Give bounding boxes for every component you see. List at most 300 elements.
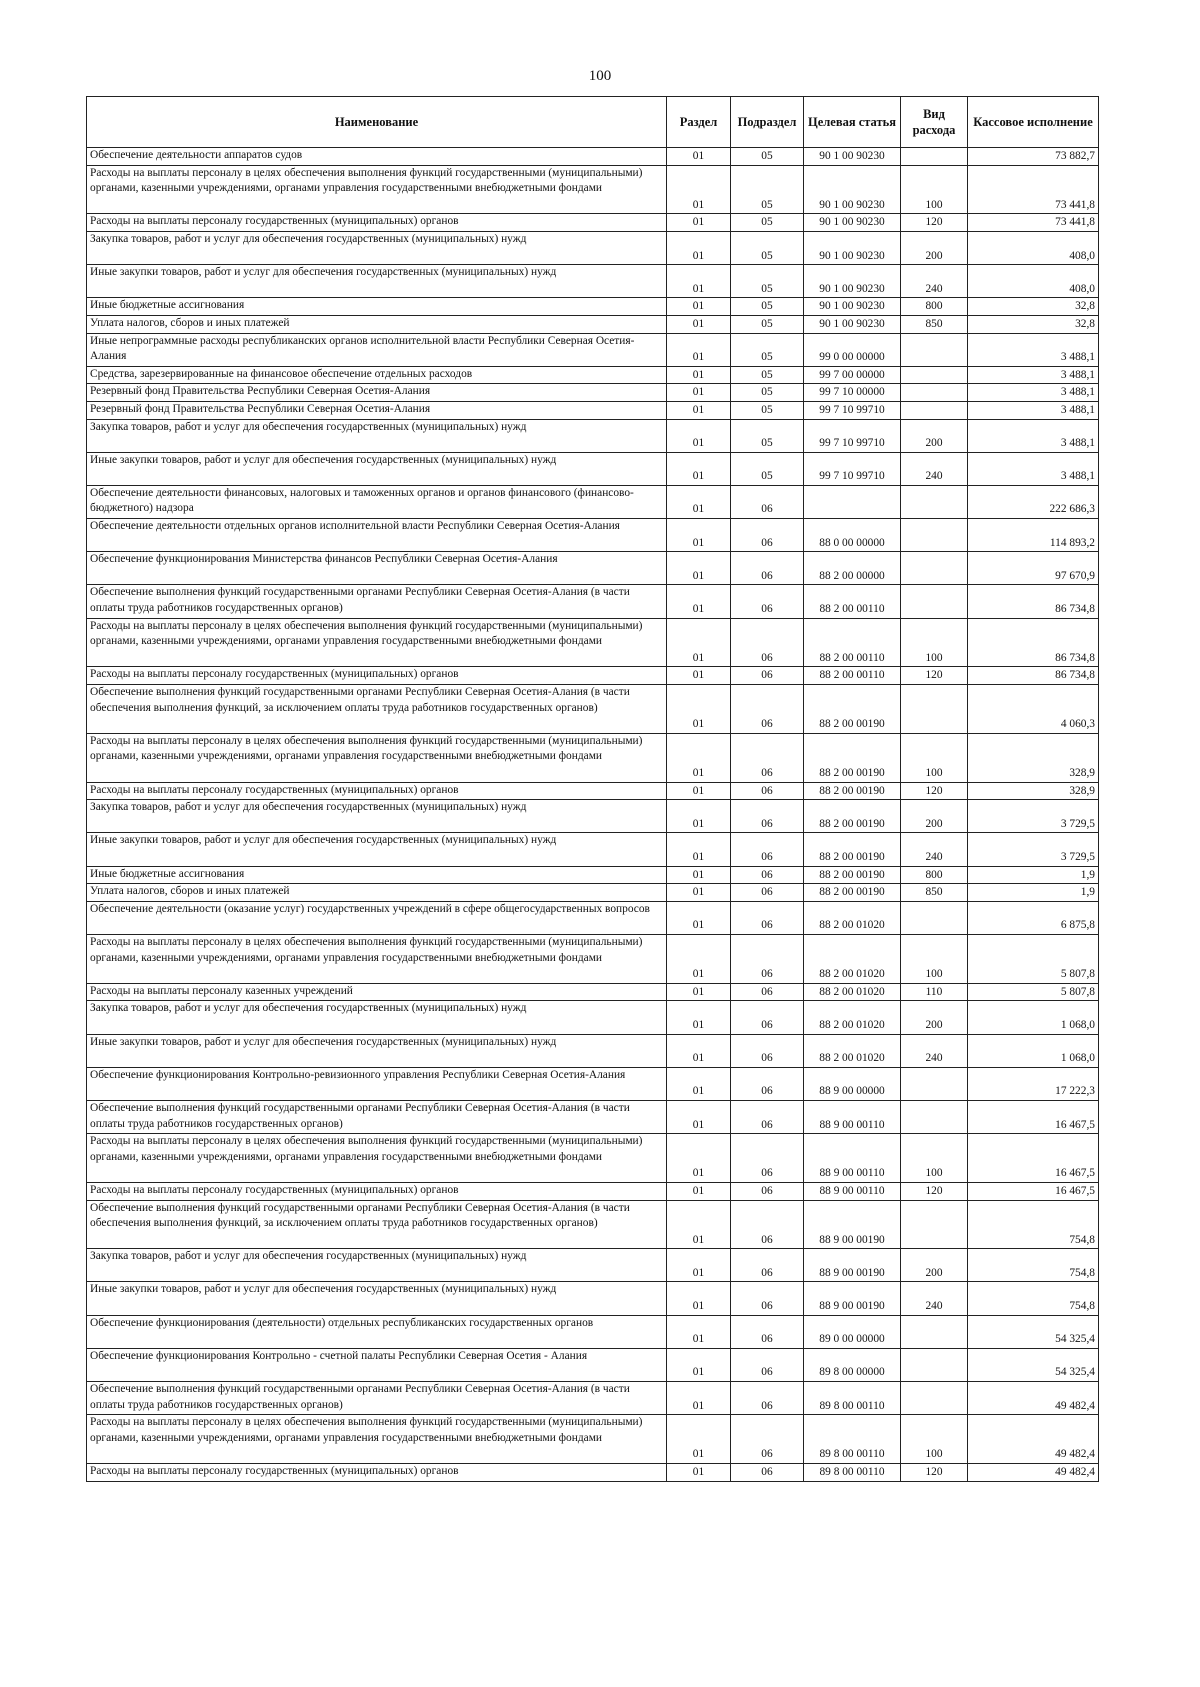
row-expense-type: 100 bbox=[901, 733, 968, 782]
row-section: 01 bbox=[667, 384, 731, 402]
table-row bbox=[87, 1348, 1099, 1381]
row-expense-type: 100 bbox=[901, 1134, 968, 1183]
row-expense-type bbox=[901, 366, 968, 384]
row-expense-type bbox=[901, 148, 968, 166]
row-target: 99 7 10 00000 bbox=[804, 384, 901, 402]
row-name: Закупка товаров, работ и услуг для обеспечения государственных (муниципальных) нужд bbox=[87, 1249, 667, 1282]
row-expense-type: 120 bbox=[901, 667, 968, 685]
row-subsection: 06 bbox=[731, 1348, 804, 1381]
row-target: 88 2 00 01020 bbox=[804, 934, 901, 983]
row-expense-type bbox=[901, 333, 968, 366]
row-name: Средства, зарезервированные на финансовое обеспечение отдельных расходов bbox=[87, 366, 667, 384]
row-target: 88 2 00 00190 bbox=[804, 733, 901, 782]
row-target: 89 0 00 00000 bbox=[804, 1315, 901, 1348]
row-section: 01 bbox=[667, 333, 731, 366]
row-section: 01 bbox=[667, 419, 731, 452]
table-row bbox=[87, 833, 1099, 866]
row-amount: 32,8 bbox=[968, 298, 1099, 316]
row-target: 89 8 00 00110 bbox=[804, 1382, 901, 1415]
row-subsection: 05 bbox=[731, 148, 804, 166]
row-target: 88 9 00 00190 bbox=[804, 1200, 901, 1249]
table-row bbox=[87, 165, 1099, 214]
row-section: 01 bbox=[667, 618, 731, 667]
row-name: Расходы на выплаты персоналу государственных (муниципальных) органов bbox=[87, 1464, 667, 1482]
row-section: 01 bbox=[667, 1001, 731, 1034]
row-section: 01 bbox=[667, 782, 731, 800]
row-name: Закупка товаров, работ и услуг для обеспечения государственных (муниципальных) нужд bbox=[87, 231, 667, 264]
row-section: 01 bbox=[667, 1315, 731, 1348]
row-section: 01 bbox=[667, 452, 731, 485]
row-expense-type: 100 bbox=[901, 165, 968, 214]
row-expense-type: 240 bbox=[901, 265, 968, 298]
row-amount: 114 893,2 bbox=[968, 519, 1099, 552]
row-expense-type bbox=[901, 519, 968, 552]
row-expense-type bbox=[901, 1315, 968, 1348]
row-amount: 32,8 bbox=[968, 315, 1099, 333]
table-row bbox=[87, 1134, 1099, 1183]
table-row bbox=[87, 1415, 1099, 1464]
row-name: Расходы на выплаты персоналу государственных (муниципальных) органов bbox=[87, 1182, 667, 1200]
table-row bbox=[87, 585, 1099, 618]
row-subsection: 06 bbox=[731, 833, 804, 866]
row-target: 88 0 00 00000 bbox=[804, 519, 901, 552]
row-amount: 5 807,8 bbox=[968, 934, 1099, 983]
row-name: Расходы на выплаты персоналу в целях обеспечения выполнения функций государственными (муниципальными) органами, казенными учреждениями, органами управления государственными внебюджетными фондами bbox=[87, 934, 667, 983]
row-expense-type: 110 bbox=[901, 983, 968, 1001]
table-row bbox=[87, 1067, 1099, 1100]
row-subsection: 06 bbox=[731, 1382, 804, 1415]
row-expense-type: 850 bbox=[901, 884, 968, 902]
row-section: 01 bbox=[667, 866, 731, 884]
row-section: 01 bbox=[667, 265, 731, 298]
row-target: 99 0 00 00000 bbox=[804, 333, 901, 366]
row-subsection: 06 bbox=[731, 1100, 804, 1133]
row-amount: 408,0 bbox=[968, 265, 1099, 298]
row-amount: 3 488,1 bbox=[968, 419, 1099, 452]
table-row bbox=[87, 1100, 1099, 1133]
row-expense-type: 240 bbox=[901, 452, 968, 485]
row-subsection: 06 bbox=[731, 519, 804, 552]
row-expense-type bbox=[901, 1200, 968, 1249]
table-row bbox=[87, 866, 1099, 884]
row-name: Иные непрограммные расходы республиканских органов исполнительной власти Республики Северная Осетия-Алания bbox=[87, 333, 667, 366]
row-amount: 3 729,5 bbox=[968, 800, 1099, 833]
row-name: Обеспечение деятельности финансовых, налоговых и таможенных органов и органов финансового (финансово-бюджетного) надзора bbox=[87, 485, 667, 518]
row-section: 01 bbox=[667, 214, 731, 232]
row-section: 01 bbox=[667, 1415, 731, 1464]
row-target: 99 7 10 99710 bbox=[804, 401, 901, 419]
row-name: Обеспечение выполнения функций государственными органами Республики Северная Осетия-Алания (в части оплаты труда работников государственных органов) bbox=[87, 1382, 667, 1415]
row-expense-type: 240 bbox=[901, 1282, 968, 1315]
row-name: Расходы на выплаты персоналу государственных (муниципальных) органов bbox=[87, 214, 667, 232]
header-target: Целевая статья bbox=[804, 97, 901, 148]
row-expense-type: 120 bbox=[901, 1182, 968, 1200]
row-amount: 86 734,8 bbox=[968, 667, 1099, 685]
row-section: 01 bbox=[667, 1100, 731, 1133]
row-target: 88 2 00 00000 bbox=[804, 552, 901, 585]
table-body bbox=[87, 148, 1099, 1482]
row-subsection: 06 bbox=[731, 1034, 804, 1067]
row-section: 01 bbox=[667, 1134, 731, 1183]
row-section: 01 bbox=[667, 298, 731, 316]
row-expense-type: 120 bbox=[901, 1464, 968, 1482]
row-amount: 754,8 bbox=[968, 1200, 1099, 1249]
row-expense-type bbox=[901, 384, 968, 402]
row-target: 89 8 00 00110 bbox=[804, 1464, 901, 1482]
row-subsection: 06 bbox=[731, 1200, 804, 1249]
page-number: 100 bbox=[588, 68, 612, 84]
table-row bbox=[87, 1382, 1099, 1415]
table-row bbox=[87, 1282, 1099, 1315]
row-expense-type: 100 bbox=[901, 934, 968, 983]
row-subsection: 05 bbox=[731, 366, 804, 384]
row-amount: 16 467,5 bbox=[968, 1182, 1099, 1200]
row-expense-type bbox=[901, 1382, 968, 1415]
row-subsection: 06 bbox=[731, 866, 804, 884]
row-amount: 73 441,8 bbox=[968, 214, 1099, 232]
row-name: Иные закупки товаров, работ и услуг для обеспечения государственных (муниципальных) нужд bbox=[87, 833, 667, 866]
row-subsection: 06 bbox=[731, 1067, 804, 1100]
row-expense-type: 800 bbox=[901, 298, 968, 316]
row-subsection: 05 bbox=[731, 231, 804, 264]
row-name: Иные закупки товаров, работ и услуг для обеспечения государственных (муниципальных) нужд bbox=[87, 1282, 667, 1315]
row-amount: 5 807,8 bbox=[968, 983, 1099, 1001]
row-amount: 3 488,1 bbox=[968, 401, 1099, 419]
row-section: 01 bbox=[667, 901, 731, 934]
row-section: 01 bbox=[667, 1067, 731, 1100]
row-subsection: 05 bbox=[731, 419, 804, 452]
row-target: 99 7 10 99710 bbox=[804, 452, 901, 485]
row-section: 01 bbox=[667, 519, 731, 552]
table-row bbox=[87, 901, 1099, 934]
row-amount: 16 467,5 bbox=[968, 1134, 1099, 1183]
row-subsection: 06 bbox=[731, 552, 804, 585]
table-row bbox=[87, 1182, 1099, 1200]
row-name: Закупка товаров, работ и услуг для обеспечения государственных (муниципальных) нужд bbox=[87, 1001, 667, 1034]
row-target: 88 2 00 00110 bbox=[804, 618, 901, 667]
row-amount: 754,8 bbox=[968, 1249, 1099, 1282]
row-expense-type bbox=[901, 585, 968, 618]
row-name: Резервный фонд Правительства Республики Северная Осетия-Алания bbox=[87, 401, 667, 419]
table-row bbox=[87, 298, 1099, 316]
row-target: 99 7 00 00000 bbox=[804, 366, 901, 384]
row-amount: 1,9 bbox=[968, 866, 1099, 884]
row-amount: 4 060,3 bbox=[968, 685, 1099, 734]
row-section: 01 bbox=[667, 800, 731, 833]
row-section: 01 bbox=[667, 1182, 731, 1200]
table-row bbox=[87, 884, 1099, 902]
row-subsection: 06 bbox=[731, 934, 804, 983]
row-target: 88 2 00 00190 bbox=[804, 800, 901, 833]
row-subsection: 05 bbox=[731, 384, 804, 402]
row-name: Расходы на выплаты персоналу государственных (муниципальных) органов bbox=[87, 667, 667, 685]
row-target: 90 1 00 90230 bbox=[804, 214, 901, 232]
table-row bbox=[87, 401, 1099, 419]
row-name: Иные закупки товаров, работ и услуг для обеспечения государственных (муниципальных) нужд bbox=[87, 1034, 667, 1067]
row-target: 88 2 00 00110 bbox=[804, 585, 901, 618]
row-name: Обеспечение деятельности отдельных органов исполнительной власти Республики Северная Осетия-Алания bbox=[87, 519, 667, 552]
row-target: 88 9 00 00110 bbox=[804, 1100, 901, 1133]
row-name: Расходы на выплаты персоналу в целях обеспечения выполнения функций государственными (муниципальными) органами, казенными учреждениями, органами управления государственными внебюджетными фондами bbox=[87, 1134, 667, 1183]
row-expense-type: 200 bbox=[901, 1249, 968, 1282]
table-row bbox=[87, 1001, 1099, 1034]
table-row bbox=[87, 1464, 1099, 1482]
row-amount: 6 875,8 bbox=[968, 901, 1099, 934]
row-name: Расходы на выплаты персоналу в целях обеспечения выполнения функций государственными (муниципальными) органами, казенными учреждениями, органами управления государственными внебюджетными фондами bbox=[87, 165, 667, 214]
row-name: Обеспечение выполнения функций государственными органами Республики Северная Осетия-Алания (в части обеспечения выполнения функций, за исключением оплаты труда работников государственных органов) bbox=[87, 685, 667, 734]
row-section: 01 bbox=[667, 1282, 731, 1315]
row-target: 88 2 00 01020 bbox=[804, 1034, 901, 1067]
row-section: 01 bbox=[667, 315, 731, 333]
row-expense-type bbox=[901, 1067, 968, 1100]
row-target: 88 9 00 00110 bbox=[804, 1134, 901, 1183]
row-target: 90 1 00 90230 bbox=[804, 148, 901, 166]
row-amount: 73 441,8 bbox=[968, 165, 1099, 214]
row-amount: 16 467,5 bbox=[968, 1100, 1099, 1133]
row-expense-type bbox=[901, 401, 968, 419]
table-row bbox=[87, 618, 1099, 667]
table-row bbox=[87, 452, 1099, 485]
row-section: 01 bbox=[667, 401, 731, 419]
row-expense-type bbox=[901, 685, 968, 734]
row-expense-type: 200 bbox=[901, 1001, 968, 1034]
row-section: 01 bbox=[667, 1249, 731, 1282]
table-row bbox=[87, 384, 1099, 402]
row-expense-type bbox=[901, 901, 968, 934]
row-amount: 1,9 bbox=[968, 884, 1099, 902]
row-subsection: 06 bbox=[731, 782, 804, 800]
row-target: 88 9 00 00000 bbox=[804, 1067, 901, 1100]
table-row bbox=[87, 315, 1099, 333]
row-subsection: 05 bbox=[731, 265, 804, 298]
row-section: 01 bbox=[667, 552, 731, 585]
row-target: 90 1 00 90230 bbox=[804, 265, 901, 298]
row-name: Иные бюджетные ассигнования bbox=[87, 298, 667, 316]
row-name: Обеспечение функционирования Контрольно - счетной палаты Республики Северная Осетия - Алания bbox=[87, 1348, 667, 1381]
row-expense-type: 240 bbox=[901, 1034, 968, 1067]
row-subsection: 06 bbox=[731, 983, 804, 1001]
row-expense-type bbox=[901, 1348, 968, 1381]
row-section: 01 bbox=[667, 148, 731, 166]
row-name: Обеспечение деятельности аппаратов судов bbox=[87, 148, 667, 166]
row-target bbox=[804, 485, 901, 518]
row-amount: 54 325,4 bbox=[968, 1348, 1099, 1381]
row-subsection: 05 bbox=[731, 333, 804, 366]
row-amount: 3 729,5 bbox=[968, 833, 1099, 866]
table-row bbox=[87, 782, 1099, 800]
row-section: 01 bbox=[667, 667, 731, 685]
row-target: 88 9 00 00110 bbox=[804, 1182, 901, 1200]
row-name: Уплата налогов, сборов и иных платежей bbox=[87, 884, 667, 902]
row-subsection: 06 bbox=[731, 901, 804, 934]
header-amount: Кассовое исполнение bbox=[968, 97, 1099, 148]
row-subsection: 05 bbox=[731, 214, 804, 232]
row-subsection: 05 bbox=[731, 298, 804, 316]
table-row bbox=[87, 333, 1099, 366]
row-subsection: 05 bbox=[731, 165, 804, 214]
row-target: 88 2 00 00190 bbox=[804, 884, 901, 902]
row-expense-type bbox=[901, 485, 968, 518]
row-name: Обеспечение функционирования Контрольно-ревизионного управления Республики Северная Осетия-Алания bbox=[87, 1067, 667, 1100]
row-subsection: 06 bbox=[731, 733, 804, 782]
row-target: 89 8 00 00000 bbox=[804, 1348, 901, 1381]
row-name: Расходы на выплаты персоналу в целях обеспечения выполнения функций государственными (муниципальными) органами, казенными учреждениями, органами управления государственными внебюджетными фондами bbox=[87, 1415, 667, 1464]
table-row bbox=[87, 1315, 1099, 1348]
row-target: 88 2 00 01020 bbox=[804, 1001, 901, 1034]
row-amount: 17 222,3 bbox=[968, 1067, 1099, 1100]
table-row bbox=[87, 366, 1099, 384]
row-expense-type: 100 bbox=[901, 618, 968, 667]
table-row bbox=[87, 983, 1099, 1001]
row-name: Закупка товаров, работ и услуг для обеспечения государственных (муниципальных) нужд bbox=[87, 419, 667, 452]
row-subsection: 06 bbox=[731, 1415, 804, 1464]
row-amount: 328,9 bbox=[968, 733, 1099, 782]
row-expense-type: 120 bbox=[901, 214, 968, 232]
row-name: Расходы на выплаты персоналу в целях обеспечения выполнения функций государственными (муниципальными) органами, казенными учреждениями, органами управления государственными внебюджетными фондами bbox=[87, 618, 667, 667]
row-subsection: 05 bbox=[731, 401, 804, 419]
row-target: 88 2 00 01020 bbox=[804, 901, 901, 934]
row-amount: 3 488,1 bbox=[968, 333, 1099, 366]
row-amount: 222 686,3 bbox=[968, 485, 1099, 518]
table-row bbox=[87, 519, 1099, 552]
row-amount: 97 670,9 bbox=[968, 552, 1099, 585]
row-expense-type: 100 bbox=[901, 1415, 968, 1464]
table-row bbox=[87, 667, 1099, 685]
table-row bbox=[87, 1200, 1099, 1249]
row-target: 88 2 00 00190 bbox=[804, 833, 901, 866]
row-target: 88 9 00 00190 bbox=[804, 1282, 901, 1315]
row-name: Обеспечение функционирования Министерства финансов Республики Северная Осетия-Алания bbox=[87, 552, 667, 585]
row-amount: 86 734,8 bbox=[968, 618, 1099, 667]
row-subsection: 06 bbox=[731, 1249, 804, 1282]
header-expense-type: Вид расхода bbox=[901, 97, 968, 148]
row-name: Расходы на выплаты персоналу в целях обеспечения выполнения функций государственными (муниципальными) органами, казенными учреждениями, органами управления государственными внебюджетными фондами bbox=[87, 733, 667, 782]
row-name: Иные закупки товаров, работ и услуг для обеспечения государственных (муниципальных) нужд bbox=[87, 265, 667, 298]
row-target: 88 2 00 00190 bbox=[804, 685, 901, 734]
row-amount: 408,0 bbox=[968, 231, 1099, 264]
row-target: 90 1 00 90230 bbox=[804, 315, 901, 333]
row-subsection: 06 bbox=[731, 1315, 804, 1348]
row-subsection: 06 bbox=[731, 800, 804, 833]
row-section: 01 bbox=[667, 1464, 731, 1482]
row-section: 01 bbox=[667, 884, 731, 902]
row-section: 01 bbox=[667, 485, 731, 518]
table-row bbox=[87, 733, 1099, 782]
row-target: 88 2 00 00190 bbox=[804, 782, 901, 800]
row-expense-type: 200 bbox=[901, 419, 968, 452]
row-amount: 3 488,1 bbox=[968, 452, 1099, 485]
row-section: 01 bbox=[667, 585, 731, 618]
row-target: 99 7 10 99710 bbox=[804, 419, 901, 452]
row-amount: 328,9 bbox=[968, 782, 1099, 800]
row-name: Обеспечение выполнения функций государственными органами Республики Северная Осетия-Алания (в части обеспечения выполнения функций, за исключением оплаты труда работников государственных органов) bbox=[87, 1200, 667, 1249]
row-subsection: 06 bbox=[731, 1282, 804, 1315]
row-amount: 49 482,4 bbox=[968, 1415, 1099, 1464]
table-row bbox=[87, 419, 1099, 452]
row-amount: 3 488,1 bbox=[968, 366, 1099, 384]
table-row bbox=[87, 214, 1099, 232]
header-subsection: Подраздел bbox=[731, 97, 804, 148]
row-target: 88 2 00 01020 bbox=[804, 983, 901, 1001]
row-name: Обеспечение выполнения функций государственными органами Республики Северная Осетия-Алания (в части оплаты труда работников государственных органов) bbox=[87, 585, 667, 618]
row-amount: 49 482,4 bbox=[968, 1464, 1099, 1482]
row-amount: 754,8 bbox=[968, 1282, 1099, 1315]
row-section: 01 bbox=[667, 1034, 731, 1067]
row-target: 88 2 00 00190 bbox=[804, 866, 901, 884]
table-row bbox=[87, 485, 1099, 518]
row-subsection: 06 bbox=[731, 618, 804, 667]
table-row bbox=[87, 1249, 1099, 1282]
row-section: 01 bbox=[667, 934, 731, 983]
row-expense-type: 240 bbox=[901, 833, 968, 866]
row-expense-type: 120 bbox=[901, 782, 968, 800]
table-header-row bbox=[87, 97, 1099, 148]
row-subsection: 06 bbox=[731, 884, 804, 902]
row-expense-type: 200 bbox=[901, 800, 968, 833]
row-subsection: 05 bbox=[731, 315, 804, 333]
row-name: Закупка товаров, работ и услуг для обеспечения государственных (муниципальных) нужд bbox=[87, 800, 667, 833]
row-section: 01 bbox=[667, 983, 731, 1001]
row-expense-type bbox=[901, 552, 968, 585]
row-subsection: 06 bbox=[731, 1134, 804, 1183]
row-name: Иные закупки товаров, работ и услуг для обеспечения государственных (муниципальных) нужд bbox=[87, 452, 667, 485]
table-row bbox=[87, 800, 1099, 833]
row-amount: 1 068,0 bbox=[968, 1034, 1099, 1067]
row-name: Уплата налогов, сборов и иных платежей bbox=[87, 315, 667, 333]
row-expense-type bbox=[901, 1100, 968, 1133]
row-section: 01 bbox=[667, 685, 731, 734]
row-name: Резервный фонд Правительства Республики Северная Осетия-Алания bbox=[87, 384, 667, 402]
table-row bbox=[87, 934, 1099, 983]
row-amount: 1 068,0 bbox=[968, 1001, 1099, 1034]
row-target: 88 2 00 00110 bbox=[804, 667, 901, 685]
row-section: 01 bbox=[667, 733, 731, 782]
row-target: 89 8 00 00110 bbox=[804, 1415, 901, 1464]
row-target: 90 1 00 90230 bbox=[804, 165, 901, 214]
row-target: 90 1 00 90230 bbox=[804, 298, 901, 316]
row-name: Обеспечение выполнения функций государственными органами Республики Северная Осетия-Алания (в части оплаты труда работников государственных органов) bbox=[87, 1100, 667, 1133]
header-section: Раздел bbox=[667, 97, 731, 148]
row-subsection: 06 bbox=[731, 1464, 804, 1482]
row-name: Расходы на выплаты персоналу казенных учреждений bbox=[87, 983, 667, 1001]
row-target: 88 9 00 00190 bbox=[804, 1249, 901, 1282]
row-subsection: 06 bbox=[731, 667, 804, 685]
row-name: Расходы на выплаты персоналу государственных (муниципальных) органов bbox=[87, 782, 667, 800]
row-amount: 86 734,8 bbox=[968, 585, 1099, 618]
table-row bbox=[87, 231, 1099, 264]
row-section: 01 bbox=[667, 1382, 731, 1415]
row-amount: 3 488,1 bbox=[968, 384, 1099, 402]
row-section: 01 bbox=[667, 1200, 731, 1249]
table-row bbox=[87, 552, 1099, 585]
row-amount: 49 482,4 bbox=[968, 1382, 1099, 1415]
row-name: Иные бюджетные ассигнования bbox=[87, 866, 667, 884]
header-name: Наименование bbox=[87, 97, 667, 148]
table-row bbox=[87, 148, 1099, 166]
row-amount: 54 325,4 bbox=[968, 1315, 1099, 1348]
table-row bbox=[87, 265, 1099, 298]
row-amount: 73 882,7 bbox=[968, 148, 1099, 166]
row-section: 01 bbox=[667, 833, 731, 866]
row-expense-type: 800 bbox=[901, 866, 968, 884]
row-section: 01 bbox=[667, 1348, 731, 1381]
row-subsection: 06 bbox=[731, 685, 804, 734]
row-name: Обеспечение функционирования (деятельности) отдельных республиканских государственных органов bbox=[87, 1315, 667, 1348]
row-section: 01 bbox=[667, 231, 731, 264]
row-subsection: 06 bbox=[731, 1182, 804, 1200]
row-expense-type: 200 bbox=[901, 231, 968, 264]
row-expense-type: 850 bbox=[901, 315, 968, 333]
